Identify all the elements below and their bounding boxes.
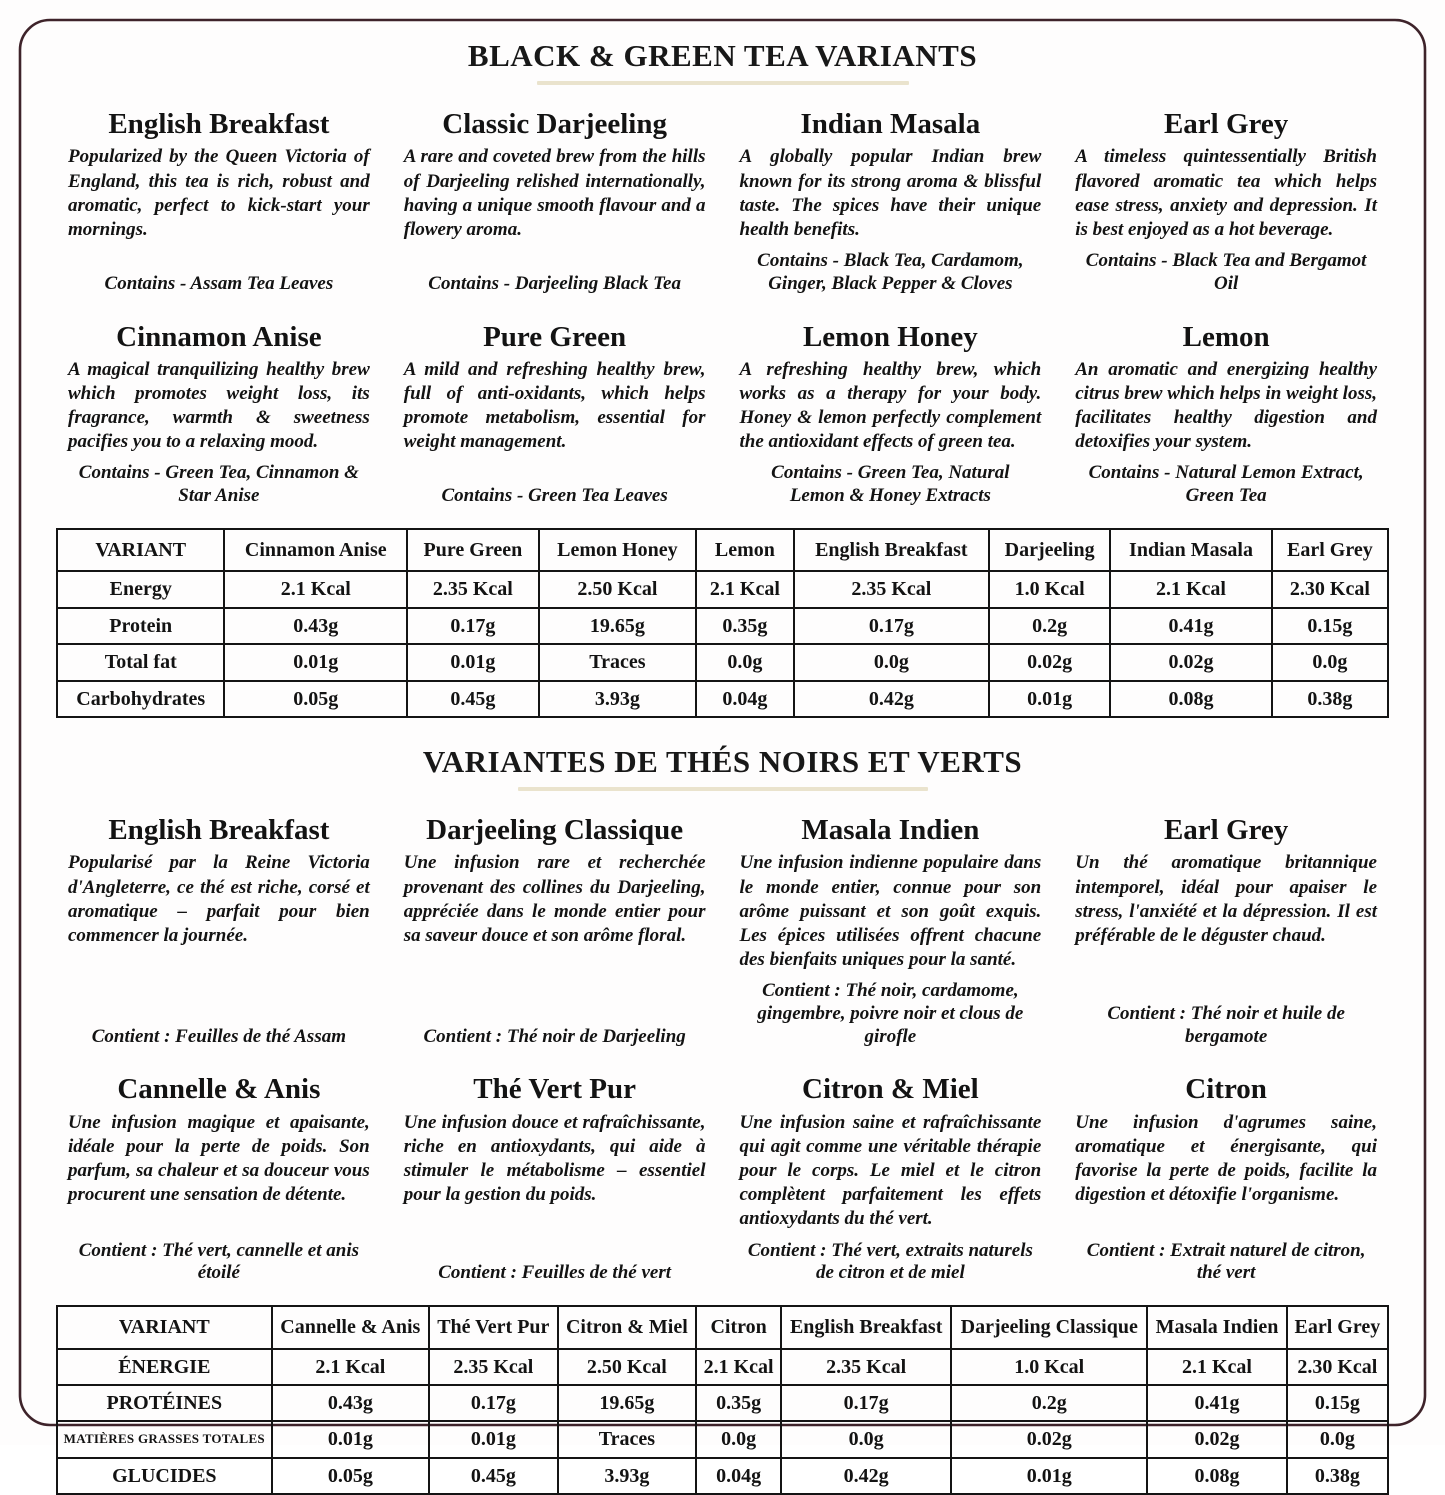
- value-cell: 0.0g: [696, 644, 793, 680]
- tea-description: Popularisé par la Reine Victoria d'Angleterre, ce thé est riche, corsé et aromatique – parfait pour bien commencer la journée.: [68, 852, 370, 946]
- value-cell: 0.2g: [951, 1385, 1147, 1421]
- row-label-cell: PROTÉINES: [57, 1385, 272, 1421]
- tea-card: [402, 803, 708, 1058]
- value-cell: 0.02g: [951, 1421, 1147, 1457]
- tea-grid-french: [0, 803, 1445, 1295]
- value-cell: 0.38g: [1287, 1458, 1388, 1494]
- nutrition-table-english: [56, 528, 1389, 718]
- tea-name: Thé Vert Pur: [473, 1073, 636, 1106]
- table-row: [57, 1458, 1388, 1494]
- tea-card: [1073, 310, 1379, 519]
- value-cell: 1.0 Kcal: [989, 571, 1110, 607]
- value-cell: 0.2g: [989, 608, 1110, 644]
- table-header-row: [57, 529, 1388, 571]
- tea-card: [402, 310, 708, 519]
- value-cell: 0.45g: [429, 1458, 558, 1494]
- value-cell: 0.02g: [1110, 644, 1272, 680]
- tea-description: A mild and refreshing healthy brew, full of anti-oxidants, which helps promote metabolism, essential for weight management.: [403, 358, 706, 453]
- tea-description: A rare and coveted brew from the hills of Darjeeling relished internationally, having a unique smooth flavour and a flowery aroma.: [403, 146, 706, 240]
- value-cell: 0.17g: [429, 1385, 558, 1421]
- tea-card: [738, 310, 1044, 519]
- tea-name: Citron & Miel: [802, 1073, 979, 1106]
- value-cell: 1.0 Kcal: [951, 1349, 1147, 1385]
- value-cell: 3.93g: [539, 681, 697, 717]
- tea-card: [1073, 803, 1379, 1058]
- tea-contains-line: Contient : Feuilles de thé Assam: [91, 1025, 346, 1047]
- value-cell: 2.35 Kcal: [429, 1349, 558, 1385]
- table-header-cell: Thé Vert Pur: [429, 1306, 558, 1348]
- tea-name: English Breakfast: [108, 108, 330, 140]
- tea-description: A refreshing healthy brew, which works as a therapy for your body. Honey & lemon perfectly complement the antioxidant effects of green tea.: [739, 358, 1042, 453]
- table-row: [57, 1349, 1388, 1385]
- value-cell: 0.04g: [696, 681, 793, 717]
- table-row: [57, 681, 1388, 717]
- tea-contains-line: Contient : Thé noir, cardamome, gingembre, poivre noir et clous de girofle: [757, 980, 1024, 1047]
- table-header-cell: Earl Grey: [1287, 1306, 1388, 1348]
- tea-card: [66, 803, 372, 1058]
- value-cell: 0.41g: [1110, 608, 1272, 644]
- value-cell: 3.93g: [558, 1458, 697, 1494]
- value-cell: 0.02g: [989, 644, 1110, 680]
- value-cell: 0.0g: [1272, 644, 1388, 680]
- tea-card: [738, 97, 1044, 306]
- value-cell: 0.43g: [272, 1385, 429, 1421]
- value-cell: 0.45g: [407, 681, 539, 717]
- value-cell: 0.35g: [696, 1385, 781, 1421]
- table-row: [57, 1385, 1388, 1421]
- value-cell: 2.35 Kcal: [781, 1349, 951, 1385]
- tea-contains-line: Contains - Green Tea Leaves: [441, 485, 668, 507]
- tea-description: A globally popular Indian brew known for its strong aroma & blissful taste. The spices have their unique health benefits.: [739, 146, 1042, 240]
- table-header-cell: Darjeeling Classique: [951, 1306, 1147, 1348]
- tea-grid-english: [0, 97, 1445, 518]
- value-cell: Traces: [539, 644, 697, 680]
- nutrition-table-french: [56, 1305, 1389, 1495]
- table-row: [57, 644, 1388, 680]
- value-cell: 0.01g: [407, 644, 539, 680]
- value-cell: 0.05g: [272, 1458, 429, 1494]
- value-cell: 2.1 Kcal: [1110, 571, 1272, 607]
- tea-card: [1073, 1062, 1379, 1295]
- table-header-cell: VARIANT: [57, 529, 224, 571]
- value-cell: 2.35 Kcal: [794, 571, 989, 607]
- table-header-cell: Cannelle & Anis: [272, 1306, 429, 1348]
- tea-name: Lemon Honey: [802, 320, 978, 353]
- table-row: [57, 608, 1388, 644]
- tea-name: Masala Indien: [801, 814, 980, 847]
- value-cell: 0.42g: [781, 1458, 951, 1494]
- table-header-row: [57, 1306, 1388, 1348]
- tea-description: Une infusion magique et apaisante, idéale pour la perte de poids. Son parfum, sa chaleur et sa douceur vous procurent une sensation de détente.: [68, 1111, 370, 1206]
- value-cell: 0.42g: [794, 681, 989, 717]
- value-cell: 0.01g: [272, 1421, 429, 1457]
- table-header-cell: English Breakfast: [794, 529, 989, 571]
- value-cell: 19.65g: [558, 1385, 697, 1421]
- value-cell: 2.1 Kcal: [272, 1349, 429, 1385]
- row-label-cell: Carbohydrates: [57, 681, 224, 717]
- tea-description: Un thé aromatique britannique intemporel, idéal pour apaiser le stress, l'anxiété et la dépression. Il est préférable de le déguster chaud.: [1075, 852, 1377, 946]
- title-underline: [518, 787, 928, 791]
- tea-card: [402, 97, 708, 306]
- value-cell: 0.0g: [696, 1421, 781, 1457]
- tea-contains-line: Contains - Black Tea and Bergamot Oil: [1085, 249, 1367, 294]
- section-title-french: VARIANTES DE THÉS NOIRS ET VERTS: [422, 744, 1023, 780]
- value-cell: 2.50 Kcal: [558, 1349, 697, 1385]
- title-underline: [537, 81, 909, 85]
- tea-name: Cinnamon Anise: [116, 320, 322, 353]
- tea-description: A magical tranquilizing healthy brew which promotes weight loss, its fragrance, warmth & sweetness pacifies you to a relaxing mood.: [68, 358, 370, 453]
- tea-contains-line: Contient : Extrait naturel de citron, thé vert: [1086, 1239, 1366, 1284]
- value-cell: 2.1 Kcal: [696, 571, 793, 607]
- value-cell: 0.08g: [1147, 1458, 1287, 1494]
- tea-card: [66, 97, 372, 306]
- tea-card: [738, 1062, 1044, 1295]
- table-header-cell: English Breakfast: [781, 1306, 951, 1348]
- tea-contains-line: Contient : Thé noir et huile de bergamote: [1107, 1002, 1345, 1047]
- tea-name: English Breakfast: [108, 814, 330, 847]
- tea-contains-line: Contains - Green Tea, Cinnamon & Star Anise: [78, 462, 359, 507]
- table-header-cell: Lemon: [696, 529, 793, 571]
- value-cell: 2.35 Kcal: [407, 571, 539, 607]
- value-cell: 0.35g: [696, 608, 793, 644]
- table-header-cell: Earl Grey: [1272, 529, 1388, 571]
- value-cell: 0.02g: [1147, 1421, 1287, 1457]
- tea-description: Popularized by the Queen Victoria of England, this tea is rich, robust and aromatic, perfect to kick-start your mornings.: [68, 146, 370, 240]
- row-label-cell: Protein: [57, 608, 224, 644]
- tea-name: Classic Darjeeling: [442, 108, 667, 140]
- value-cell: 0.0g: [794, 644, 989, 680]
- row-label-cell: MATIÈRES GRASSES TOTALES: [57, 1421, 272, 1457]
- value-cell: 0.01g: [989, 681, 1110, 717]
- tea-contains-line: Contains - Darjeeling Black Tea: [428, 272, 681, 294]
- value-cell: 0.15g: [1272, 608, 1388, 644]
- value-cell: 0.08g: [1110, 681, 1272, 717]
- tea-contains-line: Contient : Thé vert, cannelle et anis étoilé: [78, 1239, 359, 1284]
- value-cell: 0.17g: [407, 608, 539, 644]
- table-header-cell: Pure Green: [407, 529, 539, 571]
- tea-card: [66, 310, 372, 519]
- tea-description: Une infusion indienne populaire dans le monde entier, connue pour son arôme puissant et son goût exquis. Les épices utilisées offrent chacune des bienfaits uniques pour la santé.: [739, 852, 1042, 970]
- value-cell: 0.01g: [429, 1421, 558, 1457]
- tea-description: An aromatic and energizing healthy citrus brew which helps in weight loss, facilitates healthy digestion and detoxifies your system.: [1075, 358, 1377, 453]
- tea-name: Pure Green: [483, 320, 627, 353]
- table-header-cell: Masala Indien: [1147, 1306, 1287, 1348]
- tea-card: [66, 1062, 372, 1295]
- row-label-cell: ÉNERGIE: [57, 1349, 272, 1385]
- value-cell: 0.0g: [781, 1421, 951, 1457]
- tea-name: Cannelle & Anis: [117, 1073, 321, 1106]
- tea-name: Darjeeling Classique: [426, 814, 684, 847]
- value-cell: 0.43g: [224, 608, 407, 644]
- table-header-cell: Lemon Honey: [539, 529, 697, 571]
- value-cell: 0.0g: [1287, 1421, 1388, 1457]
- row-label-cell: Energy: [57, 571, 224, 607]
- tea-description: Une infusion saine et rafraîchissante qui agit comme une véritable thérapie pour le corps. Le miel et le citron complètent parfaitement les effets antioxydants du thé vert.: [739, 1111, 1042, 1230]
- value-cell: 0.17g: [781, 1385, 951, 1421]
- value-cell: 19.65g: [539, 608, 697, 644]
- value-cell: 0.04g: [696, 1458, 781, 1494]
- tea-card: [402, 1062, 708, 1295]
- value-cell: 0.17g: [794, 608, 989, 644]
- tea-contains-line: Contient : Feuilles de thé vert: [438, 1262, 671, 1284]
- value-cell: 2.50 Kcal: [539, 571, 697, 607]
- value-cell: Traces: [558, 1421, 697, 1457]
- value-cell: 0.41g: [1147, 1385, 1287, 1421]
- table-header-cell: Darjeeling: [989, 529, 1110, 571]
- tea-contains-line: Contains - Assam Tea Leaves: [104, 272, 334, 294]
- value-cell: 0.01g: [224, 644, 407, 680]
- tea-contains-line: Contains - Black Tea, Cardamom, Ginger, Black Pepper & Cloves: [757, 249, 1024, 294]
- tea-contains-line: Contient : Thé noir de Darjeeling: [423, 1025, 686, 1047]
- value-cell: 0.38g: [1272, 681, 1388, 717]
- tea-description: Une infusion rare et recherchée provenant des collines du Darjeeling, appréciée dans le monde entier pour sa saveur douce et son arôme floral.: [403, 852, 706, 946]
- tea-contains-line: Contains - Green Tea, Natural Lemon & Honey Extracts: [771, 462, 1010, 507]
- tea-contains-line: Contains - Natural Lemon Extract, Green Tea: [1088, 462, 1364, 507]
- section-french: [0, 744, 1445, 1495]
- tea-name: Earl Grey: [1163, 108, 1289, 140]
- tea-description: Une infusion douce et rafraîchissante, riche en antioxydants, qui aide à stimuler le métabolisme – essentiel pour la gestion du poids.: [403, 1111, 706, 1206]
- row-label-cell: Total fat: [57, 644, 224, 680]
- tea-name: Citron: [1185, 1073, 1267, 1106]
- value-cell: 2.1 Kcal: [696, 1349, 781, 1385]
- table-header-cell: Indian Masala: [1110, 529, 1272, 571]
- table-header-cell: Citron: [696, 1306, 781, 1348]
- tea-name: Earl Grey: [1163, 814, 1289, 847]
- value-cell: 2.30 Kcal: [1287, 1349, 1388, 1385]
- value-cell: 0.05g: [224, 681, 407, 717]
- row-label-cell: GLUCIDES: [57, 1458, 272, 1494]
- table-row: [57, 571, 1388, 607]
- tea-card: [1073, 97, 1379, 306]
- tea-name: Indian Masala: [800, 108, 981, 140]
- value-cell: 2.1 Kcal: [1147, 1349, 1287, 1385]
- value-cell: 0.01g: [951, 1458, 1147, 1494]
- tea-card: [738, 803, 1044, 1058]
- table-header-cell: Citron & Miel: [558, 1306, 697, 1348]
- table-header-cell: VARIANT: [57, 1306, 272, 1348]
- table-header-cell: Cinnamon Anise: [224, 529, 407, 571]
- table-row: [57, 1421, 1388, 1457]
- tea-name: Lemon: [1182, 320, 1270, 353]
- tea-contains-line: Contient : Thé vert, extraits naturels de citron et de miel: [747, 1239, 1033, 1284]
- value-cell: 2.30 Kcal: [1272, 571, 1388, 607]
- section-title-english: BLACK & GREEN TEA VARIANTS: [467, 38, 978, 73]
- tea-description: A timeless quintessentially British flavored aromatic tea which helps ease stress, anxiety and depression. It is best enjoyed as a hot beverage.: [1075, 146, 1377, 240]
- tea-description: Une infusion d'agrumes saine, aromatique et énergisante, qui favorise la perte de poids, facilite la digestion et détoxifie l'organisme.: [1075, 1111, 1377, 1206]
- value-cell: 0.15g: [1287, 1385, 1388, 1421]
- section-english: [0, 38, 1445, 718]
- value-cell: 2.1 Kcal: [224, 571, 407, 607]
